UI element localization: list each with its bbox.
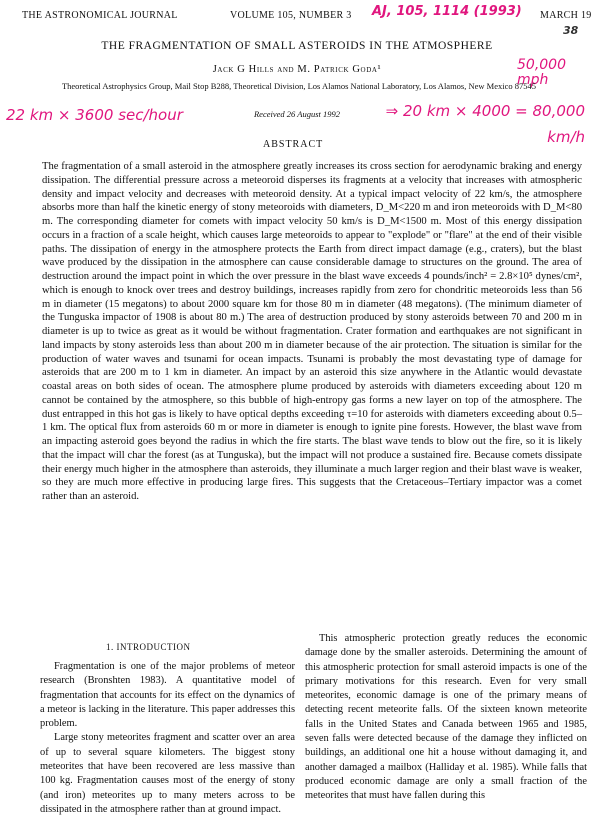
handwritten-citation: AJ, 105, 1114 (1993) (372, 4, 522, 19)
author-affiliation: Theoretical Astrophysics Group, Mail Stop B288, Theoretical Division, Los Alamos National Laboratory, Los Alamos, New Mexico 87545 (61, 81, 537, 91)
handwritten-calc-1: 22 km × 3600 sec/hour (6, 106, 183, 124)
volume-info: VOLUME 105, NUMBER 3 (230, 10, 352, 21)
article-title: THE FRAGMENTATION OF SMALL ASTEROIDS IN THE ATMOSPHERE (101, 40, 493, 52)
section-heading: 1. INTRODUCTION (106, 642, 191, 652)
left-column (40, 660, 295, 817)
abstract-heading: ABSTRACT (263, 139, 324, 150)
paragraph: Large stony meteorites fragment and scatter over an area of up to several square kilometers. The biggest stony meteorites that have been recovered are less massive than 100 kg. Fragmentation causes most of the energy of stony (and iron) meteorites up to many meters across to be dissipated in the atmosphere rather than at ground impact. (40, 732, 295, 815)
paragraph: Fragmentation is one of the major problems of meteor research (Bronshten 1983). A quantitative model of fragmentation that accounts for its effect on the dynamics of a meteor is lacking in the literature. This paper addresses this problem. (40, 661, 295, 730)
handwritten-speed: 50,000 mph (517, 57, 566, 88)
paragraph: This atmospheric protection greatly reduces the economic damage done by the smaller asteroids. Determining the amount of this atmospheric protection for small asteroid impacts is one of the primary motivations for this research. Even for very small meteorites, economic damage is one of the primary means of detecting recent meteorite falls. Of the sixteen known meteorite falls in the United States and Canada between 1965 and 1985, seven falls were detected because of the damage they inflicted on buildings, an additional one hit a house without damaging it, and another damaged a mailbox (Halliday et al. 1985). While falls that produced economic damage are only a small fraction of the meteorites that must have fallen during this (305, 633, 587, 802)
handwritten-calc-2: ⇒ 20 km × 4000 = 80,000 km/h (385, 102, 585, 146)
right-column (305, 632, 587, 804)
received-date: Received 26 August 1992 (253, 109, 340, 119)
handwritten-page-number: 38 (563, 24, 579, 37)
article-authors: Jack G Hills and M. Patrick Goda¹ (212, 64, 382, 75)
abstract-body: The fragmentation of a small asteroid in the atmosphere greatly increases its cross section for aerodynamic braking and energy dissipation. The differential pressure across a meteoroid disperses its fragments at a velocity that increases with atmospheric density and impact velocity and decreases with meteoroid density. At a typical impact velocity of 22 km/s, the atmosphere absorbs more than half the kinetic energy of stony meteoroids with diameters, D_M<220 m and iron meteoroids with D_M<80 m. The corresponding diameter for comets with impact velocity 50 km/s is D_M<1500 m. Most of this energy dissipation occurs in a fraction of a scale height, which causes large meteoroids to appear to "explode" or "flare" at the end of their visible paths. The dissipation of energy in the atmosphere protects the Earth from direct impact damage (e.g., craters), but the blast wave produced by the dissipation in the atmosphere can cause considerable damage to structures on the ground. The area of destruction around the impact point in which the over pressure in the blast wave exceeds 4 pounds/inch² = 2.8×10⁵ dynes/cm², which is enough to knock over trees and destroy buildings, increases rapidly from zero for chondritic meteoroids less than 56 m in diameter (15 megatons) to about 2000 square km for those 80 m in diameter (48 megatons). (The minimum diameter of the Tunguska impactor of 1908 is about 80 m.) The area of destruction produced by stony asteroids between 70 and 200 m in diameter is up to twice as great as it would be without fragmentation. Crater formation and earthquakes are not significant in land impacts by stony asteroids less than about 200 m in diameter because of the air protection. The situation is similar for the production of water waves and tsunami for ocean impacts. Tsunami is probably the most devastating type of damage for asteroids that are 200 m to 1 km in diameter. An impact by an asteroid this size anywhere in the Atlantic would devastate coastal areas on both sides of ocean. The atmosphere plume produced by asteroids with diameters exceeding about 120 m cannot be contained by the atmosphere, so this bubble of high-entropy gas forms a new layer on top of the atmosphere. The dust entrapped in this hot gas is likely to have optical depths exceeding τ=10 for asteroids with diameters exceeding about 0.5–1 km. The optical flux from asteroids 60 m or more in diameter is enough to ignite pine forests. However, the blast wave from an impacting asteroid goes beyond the radius in which the fire starts. The blast wave tends to blow out the fire, so it is likely that the impact will char the forest (as at Tunguska), but the impact will not produce a sustained fire. Because comets dissipate their energy much higher in the atmosphere than asteroids, they illuminate a much larger region and their blast wave is weaker, so they are much more effective in producing large fires. This suggests that the Cretaceous–Tertiary impactor was a comet rather than an asteroid. (42, 161, 582, 502)
issue-date: MARCH 19 (540, 10, 592, 21)
journal-name: THE ASTRONOMICAL JOURNAL (22, 10, 178, 21)
